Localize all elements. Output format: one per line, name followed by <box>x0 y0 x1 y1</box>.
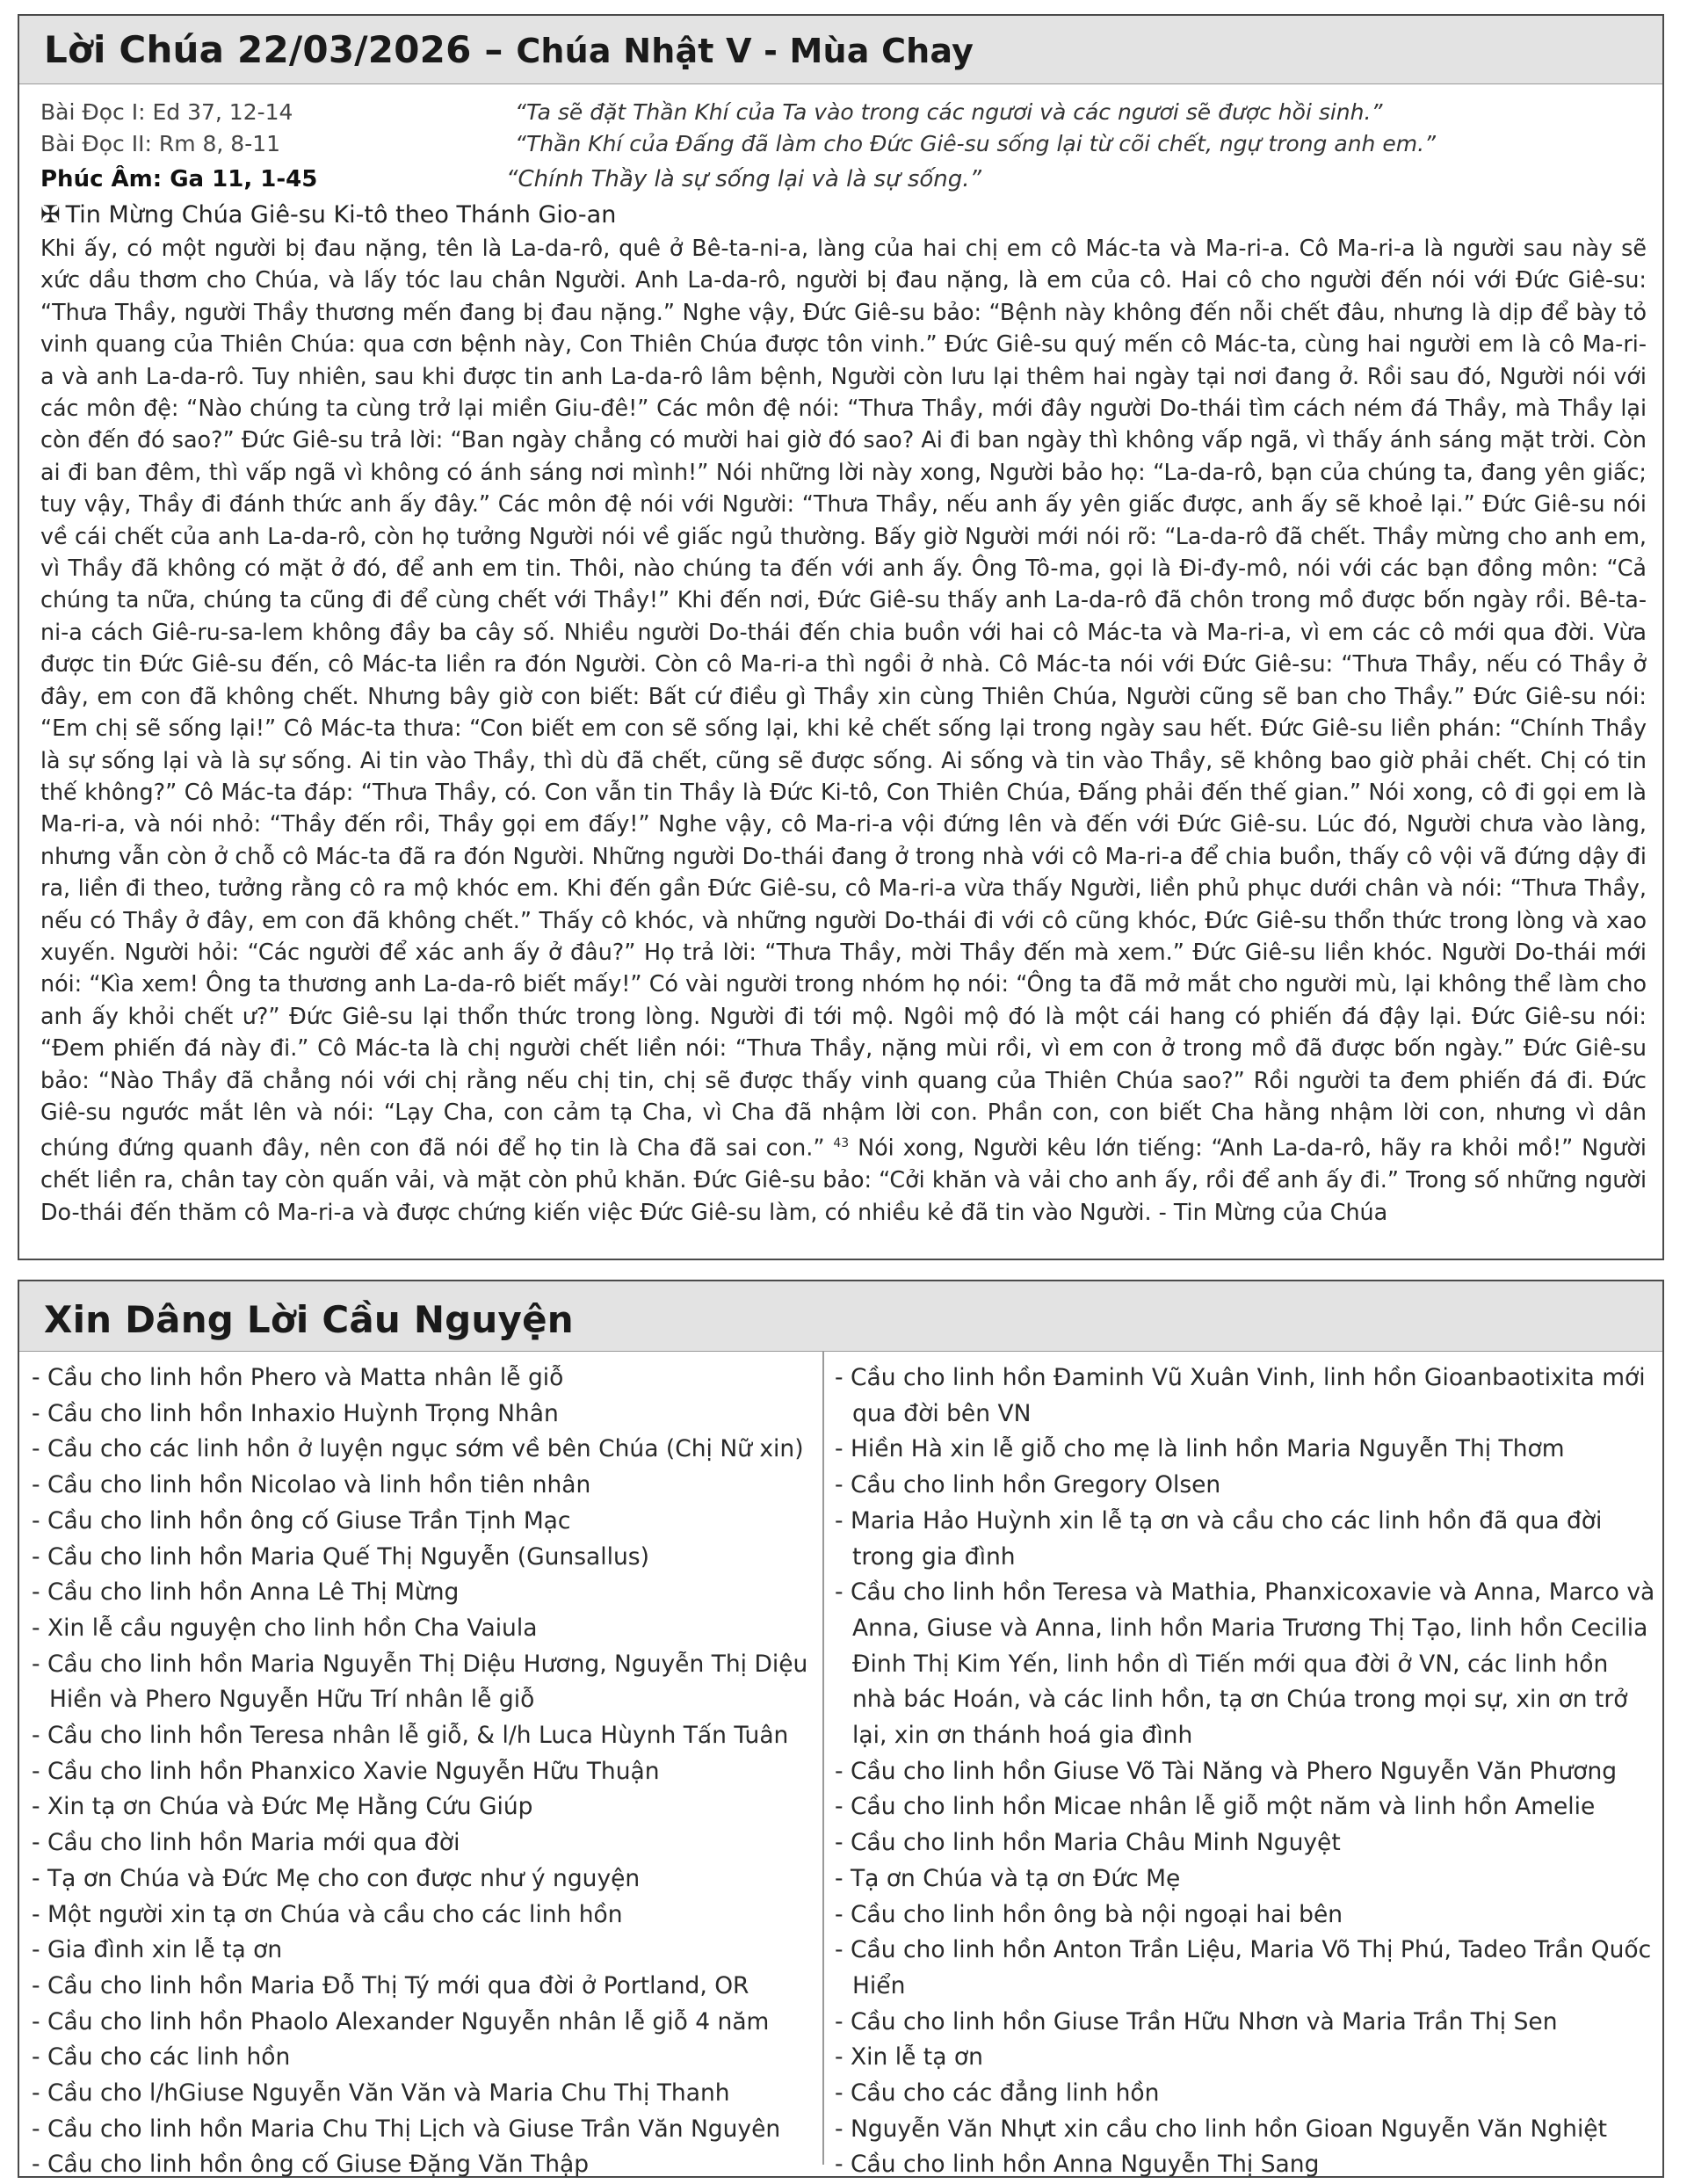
prayer-item: - Cầu cho l/hGiuse Nguyễn Văn Văn và Maria Chu Thị Thanh <box>32 2079 730 2108</box>
prayer-item: - Cầu cho linh hồn Anton Trần Liệu, Maria Võ Thị Phú, Tadeo Trần Quốc Hiển <box>835 1936 1652 1999</box>
prayer-item: - Cầu cho linh hồn Maria Quế Thị Nguyễn (Gunsallus) <box>32 1542 649 1571</box>
prayer-item: - Cầu cho linh hồn Maria Chu Thị Lịch và Giuse Trần Văn Nguyên <box>32 2115 781 2143</box>
prayer-item: - Xin lễ tạ ơn <box>835 2043 983 2072</box>
reading-second-ref: Bài Đọc II: Rm 8, 8-11 <box>40 131 281 156</box>
gospel-section <box>18 14 1664 1260</box>
readings-list <box>40 97 1648 232</box>
reading-first-quote: “Ta sẽ đặt Thần Khí của Ta vào trong các ngươi và các ngươi sẽ được hồi sinh.” <box>515 99 1383 125</box>
prayer-item: - Một người xin tạ ơn Chúa và cầu cho các linh hồn <box>32 1900 623 1928</box>
prayer-item: - Cầu cho các đẳng linh hồn <box>835 2079 1160 2108</box>
reading-second <box>40 128 1648 160</box>
prayer-item: - Cầu cho linh hồn Nicolao và linh hồn tiên nhân <box>32 1471 591 1499</box>
prayer-item: - Cầu cho linh hồn ông cố Giuse Trần Tịnh Mạc <box>32 1506 571 1535</box>
prayer-item: - Cầu cho linh hồn Giuse Võ Tài Năng và Phero Nguyễn Văn Phương <box>835 1757 1618 1785</box>
gospel-body-part2: Nói xong, Người kêu lớn tiếng: “Anh La-da-rô, hãy ra khỏi mồ!” Người chết liền ra, chân tay còn quấn vải, và mặt còn phủ khăn. Đức Giê-su bảo: “Cởi khăn và vải cho anh ấy, rồi để anh ấy đi.” Trong số những người Do-thái đến thăm cô Ma-ri-a và được chứng kiến việc Đức Giê-su làm, có nhiều kẻ đã tin vào Người. - Tin Mừng của Chúa <box>40 1134 1647 1225</box>
prayer-item: - Cầu cho linh hồn Đaminh Vũ Xuân Vinh, linh hồn Gioanbaotixita mới qua đời bên VN <box>835 1364 1646 1427</box>
gospel-header <box>19 16 1662 84</box>
reading-second-quote: “Thần Khí của Đấng đã làm cho Đức Giê-su sống lại từ cõi chết, ngự trong anh em.” <box>515 131 1436 156</box>
prayer-list-left <box>32 1360 814 2183</box>
prayer-item: - Cầu cho các linh hồn <box>32 2043 291 2072</box>
gospel-title <box>44 28 974 71</box>
prayer-item: - Hiền Hà xin lễ giỗ cho mẹ là linh hồn Maria Nguyễn Thị Thơm <box>835 1435 1565 1463</box>
prayer-item: - Nguyễn Văn Nhựt xin cầu cho linh hồn Gioan Nguyễn Văn Nghiệt <box>835 2115 1608 2143</box>
reading-first-ref: Bài Đọc I: Ed 37, 12-14 <box>40 99 293 125</box>
prayer-item: - Gia đình xin lễ tạ ơn <box>32 1936 283 1964</box>
verse-number: 43 <box>833 1136 850 1151</box>
prayer-item: - Cầu cho linh hồn Teresa nhân lễ giỗ, & l/h Luca Hùynh Tấn Tuân <box>32 1722 789 1750</box>
reading-gospel-quote: “Chính Thầy là sự sống lại và là sự sống.” <box>506 166 982 192</box>
prayer-item: - Cầu cho linh hồn Anna Nguyễn Thị Sang <box>835 2151 1320 2179</box>
prayer-item: - Cầu cho linh hồn Gregory Olsen <box>835 1471 1221 1499</box>
gospel-intro <box>40 199 1648 232</box>
prayer-header <box>19 1281 1662 1352</box>
gospel-title-date: Lời Chúa 22/03/2026 – <box>44 28 517 71</box>
gospel-body <box>40 232 1647 1228</box>
prayer-title: Xin Dâng Lời Cầu Nguyện <box>44 1298 574 1341</box>
prayer-item: - Cầu cho linh hồn Giuse Trần Hữu Nhơn và Maria Trần Thị Sen <box>835 2007 1558 2035</box>
prayer-item: - Maria Hảo Huỳnh xin lễ tạ ơn và cầu cho các linh hồn đã qua đời trong gia đình <box>835 1506 1603 1571</box>
reading-gospel <box>40 160 1648 199</box>
reading-gospel-ref: Phúc Âm: Ga 11, 1-45 <box>40 166 318 192</box>
prayer-item: - Cầu cho linh hồn Teresa và Mathia, Phanxicoxavie và Anna, Marco và Anna, Giuse và Anna, linh hồn Maria Trương Thị Tạo, linh hồn Cecilia Đinh Thị Kim Yến, linh hồn dì Tiến mới qua đời ở VN, các linh hồn nhà bác Hoán, và các linh hồn, tạ ơn Chúa trong mọi sự, xin ơn trở lại, xin ơn thánh hoá gia đình <box>835 1578 1655 1750</box>
prayer-item: - Xin tạ ơn Chúa và Đức Mẹ Hằng Cứu Giúp <box>32 1793 533 1821</box>
gospel-body-part1: Khi ấy, có một người bị đau nặng, tên là La-da-rô, quê ở Bê-ta-ni-a, làng của hai chị em cô Mác-ta và Ma-ri-a. Cô Ma-ri-a là người sau này sẽ xức dầu thơm cho Chúa, và lấy tóc lau chân Người. Anh La-da-rô, người bị đau nặng, là em của cô. Hai cô cho người đến nói với Đức Giê-su: “Thưa Thầy, người Thầy thương mến đang bị đau nặng.” Nghe vậy, Đức Giê-su bảo: “Bệnh này không đến nỗi chết đâu, nhưng là dịp để bày tỏ vinh quang của Thiên Chúa: qua cơn bệnh này, Con Thiên Chúa được tôn vinh.” Đức Giê-su quý mến cô Mác-ta, cùng hai người em là cô Ma-ri-a và anh La-da-rô. Tuy nhiên, sau khi được tin anh La-da-rô lâm bệnh, Người còn lưu lại thêm hai ngày tại nơi đang ở. Rồi sau đó, Người nói với các môn đệ: “Nào chúng ta cùng trở lại miền Giu-đê!” Các môn đệ nói: “Thưa Thầy, mới đây người Do-thái tìm cách ném đá Thầy, mà Thầy lại còn đến đó sao?” Đức Giê-su trả lời: “Ban ngày chẳng có mười hai giờ đó sao? Ai đi ban ngày thì không vấp ngã, vì thấy ánh sáng mặt trời. Còn ai đi ban đêm, thì vấp ngã vì không có ánh sáng nơi mình!” Nói những lời này xong, Người bảo họ: “La-da-rô, bạn của chúng ta, đang yên giấc; tuy vậy, Thầy đi đánh thức anh ấy đây.” Các môn đệ nói với Người: “Thưa Thầy, nếu anh ấy yên giấc được, anh ấy sẽ khoẻ lại.” Đức Giê-su nói về cái chết của anh La-da-rô, còn họ tưởng Người nói về giấc ngủ thường. Bấy giờ Người mới nói rõ: “La-da-rô đã chết. Thầy mừng cho anh em, vì Thầy đã không có mặt ở đó, để anh em tin. Thôi, nào chúng ta đến với anh ấy. Ông Tô-ma, gọi là Đi-đy-mô, nói với các bạn đồng môn: “Cả chúng ta nữa, chúng ta cũng đi để cùng chết với Thầy!” Khi đến nơi, Đức Giê-su thấy anh La-da-rô đã chôn trong mồ được bốn ngày rồi. Bê-ta-ni-a cách Giê-ru-sa-lem không đầy ba cây số. Nhiều người Do-thái đến chia buồn với hai cô Mác-ta và Ma-ri-a, vì em các cô mới qua đời. Vừa được tin Đức Giê-su đến, cô Mác-ta liền ra đón Người. Còn cô Ma-ri-a thì ngồi ở nhà. Cô Mác-ta nói với Đức Giê-su: “Thưa Thầy, nếu có Thầy ở đây, em con đã không chết. Nhưng bây giờ con biết: Bất cứ điều gì Thầy xin cùng Thiên Chúa, Người cũng sẽ ban cho Thầy.” Đức Giê-su nói: “Em chị sẽ sống lại!” Cô Mác-ta thưa: “Con biết em con sẽ sống lại, khi kẻ chết sống lại trong ngày sau hết. Đức Giê-su liền phán: “Chính Thầy là sự sống lại và là sự sống. Ai tin vào Thầy, thì dù đã chết, cũng sẽ được sống. Ai sống và tin vào Thầy, sẽ không bao giờ phải chết. Chị có tin thế không?” Cô Mác-ta đáp: “Thưa Thầy, có. Con vẫn tin Thầy là Đức Ki-tô, Con Thiên Chúa, Đấng phải đến thế gian.” Nói xong, cô đi gọi em là Ma-ri-a, và nói nhỏ: “Thầy đến rồi, Thầy gọi em đấy!” Nghe vậy, cô Ma-ri-a vội đứng lên và đến với Đức Giê-su. Lúc đó, Người chưa vào làng, nhưng vẫn còn ở chỗ cô Mác-ta đã ra đón Người. Những người Do-thái đang ở trong nhà với cô Ma-ri-a để chia buồn, thấy cô vội vã đứng dậy đi ra, liền đi theo, tưởng rằng cô ra mộ khóc em. Khi đến gần Đức Giê-su, cô Ma-ri-a vừa thấy Người, liền phủ phục dưới chân và nói: “Thưa Thầy, nếu có Thầy ở đây, em con đã không chết.” Thấy cô khóc, và những người Do-thái đi với cô cũng khóc, Đức Giê-su thổn thức trong lòng và xao xuyến. Người hỏi: “Các người để xác anh ấy ở đâu?” Họ trả lời: “Thưa Thầy, mời Thầy đến mà xem.” Đức Giê-su liền khóc. Người Do-thái mới nói: “Kìa xem! Ông ta thương anh La-da-rô biết mấy!” Có vài người trong nhóm họ nói: “Ông ta đã mở mắt cho người mù, lại không thể làm cho anh ấy khỏi chết ư?” Đức Giê-su lại thổn thức trong lòng. Người đi tới mộ. Ngôi mộ đó là một cái hang có phiến đá đậy lại. Đức Giê-su nói: “Đem phiến đá này đi.” Cô Mác-ta là chị người chết liền nói: “Thưa Thầy, nặng mùi rồi, vì em con ở trong mồ đã được bốn ngày.” Đức Giê-su bảo: “Nào Thầy đã chẳng nói với chị rằng nếu chị tin, chị sẽ được thấy vinh quang của Thiên Chúa sao?” Rồi người ta đem phiến đá đi. Đức Giê-su ngước mắt lên và nói: “Lạy Cha, con cảm tạ Cha, vì Cha đã nhậm lời con. Phần con, con biết Cha hằng nhậm lời con, nhưng vì dân chúng đứng quanh đây, nên con đã nói để họ tin là Cha đã sai con.” <box>40 235 1647 1161</box>
prayer-item: - Cầu cho linh hồn Maria mới qua đời <box>32 1829 460 1857</box>
cross-icon: ✠ <box>40 201 61 229</box>
prayer-item: - Cầu cho linh hồn Maria Nguyễn Thị Diệu Hương, Nguyễn Thị Diệu Hiền và Phero Nguyễn Hữu Trí nhân lễ giỗ <box>32 1650 808 1714</box>
reading-first <box>40 97 1648 128</box>
gospel-intro-text: Tin Mừng Chúa Giê-su Ki-tô theo Thánh Gio-an <box>65 201 617 229</box>
prayer-item: - Cầu cho linh hồn ông cố Giuse Đặng Văn Thập <box>32 2151 590 2179</box>
prayer-item: - Cầu cho linh hồn Anna Lê Thị Mừng <box>32 1578 460 1607</box>
prayer-item: - Cầu cho linh hồn Maria Đỗ Thị Tý mới qua đời ở Portland, OR <box>32 1971 749 1999</box>
prayer-list-right <box>822 1352 1657 2179</box>
prayer-item: - Cầu cho linh hồn ông bà nội ngoại hai bên <box>835 1900 1343 1928</box>
prayer-item: - Cầu cho linh hồn Inhaxio Huỳnh Trọng Nhân <box>32 1399 559 1427</box>
prayer-item: - Tạ ơn Chúa và Đức Mẹ cho con được như ý nguyện <box>32 1864 641 1892</box>
prayer-section <box>18 1280 1664 2178</box>
prayer-item: - Cầu cho các linh hồn ở luyện ngục sớm về bên Chúa (Chị Nữ xin) <box>32 1435 804 1463</box>
gospel-title-sunday: Chúa Nhật V - Mùa Chay <box>516 32 974 70</box>
prayer-item: - Cầu cho linh hồn Phaolo Alexander Nguyễn nhân lễ giỗ 4 năm <box>32 2007 770 2035</box>
prayer-item: - Cầu cho linh hồn Phanxico Xavie Nguyễn Hữu Thuận <box>32 1757 660 1785</box>
prayer-item: - Cầu cho linh hồn Phero và Matta nhân lễ giỗ <box>32 1364 564 1391</box>
prayer-item: - Cầu cho linh hồn Micae nhân lễ giỗ một năm và linh hồn Amelie <box>835 1793 1596 1821</box>
prayer-item: - Tạ ơn Chúa và tạ ơn Đức Mẹ <box>835 1864 1181 1892</box>
prayer-item: - Cầu cho linh hồn Maria Châu Minh Nguyệt <box>835 1829 1341 1857</box>
prayer-item: - Xin lễ cầu nguyện cho linh hồn Cha Vaiula <box>32 1614 538 1642</box>
